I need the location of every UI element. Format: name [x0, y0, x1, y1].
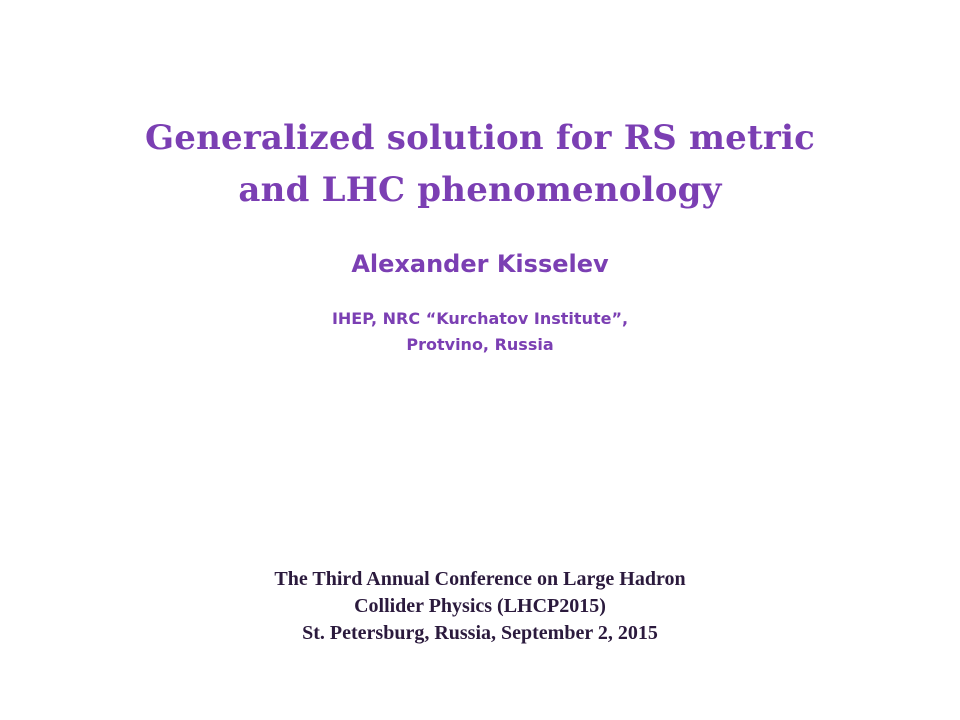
title-line-2: and LHC phenomenology	[238, 170, 722, 210]
author-affiliation	[0, 306, 960, 358]
conference-line-1: The Third Annual Conference on Large Hadron	[274, 568, 686, 590]
title-line-1: Generalized solution for RS metric	[145, 118, 815, 158]
author-name: Alexander Kisselev	[351, 250, 609, 278]
conference-line-3: St. Petersburg, Russia, September 2, 2015	[302, 622, 658, 644]
slide-title	[0, 112, 960, 216]
conference-info	[0, 566, 960, 647]
affiliation-line-2: Protvino, Russia	[406, 335, 554, 354]
conference-line-2: Collider Physics (LHCP2015)	[354, 595, 606, 617]
affiliation-line-1: IHEP, NRC “Kurchatov Institute”,	[331, 309, 629, 328]
